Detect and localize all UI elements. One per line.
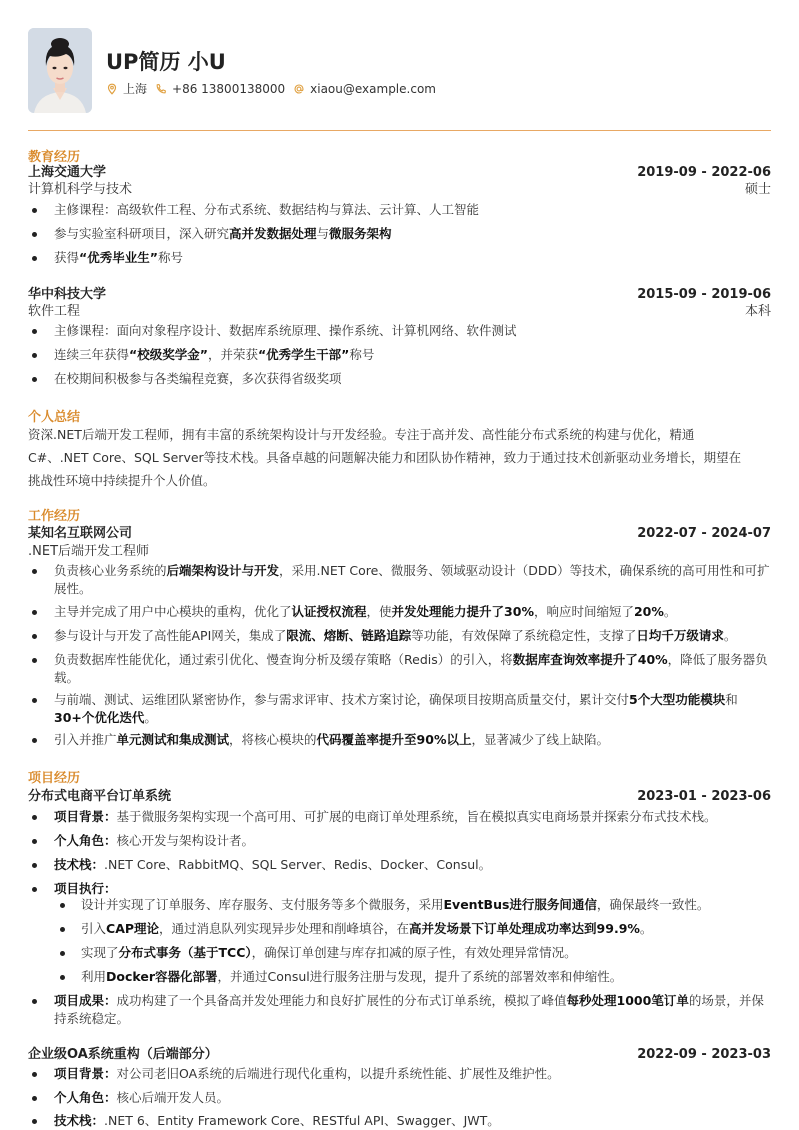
list-item: 负责数据库性能优化，通过索引优化、慢查询分析及缓存策略（Redis）的引入，将数据库查询效率提升了40%，降低了服务器负载。 (28, 651, 771, 687)
contact-info (106, 80, 444, 97)
sub-list-item: 实现了分布式事务（基于TCC），确保订单创建与库存扣减的原子性，有效处理异常情况。 (28, 944, 771, 962)
contact-phone (155, 82, 285, 96)
at-sign-icon (293, 83, 305, 95)
list-item: 主修课程：高级软件工程、分布式系统、数据结构与算法、云计算、人工智能 (28, 201, 771, 219)
list-item: 获得“优秀毕业生”称号 (28, 249, 771, 267)
section-title-work: 工作经历 (28, 509, 81, 524)
summary-text: 资深.NET后端开发工程师，拥有丰富的系统架构设计与开发经验。专注于高并发、高性能分布式系统的构建与优化，精通 C#、.NET Core、SQL Server等技术栈。具备卓越的问题解决能力和团队协作精神，致力于通过技术创新驱动业务增长，期望在 挑战性环境中持续提升个人价值。 (28, 427, 742, 488)
list-item: 项目背景：对公司老旧OA系统的后端进行现代化重构，以提升系统性能、扩展性及维护性。 (28, 1065, 771, 1083)
list-item: 主导并完成了用户中心模块的重构，优化了认证授权流程，使并发处理能力提升了30%，响应时间缩短了20%。 (28, 603, 771, 621)
list-item: 个人角色：核心开发与架构设计者。 (28, 832, 771, 850)
project-title-row (28, 1043, 771, 1062)
education-major-row (28, 178, 771, 197)
education-dates: 2015-09 - 2019-06 (637, 287, 771, 302)
profile-photo (28, 28, 92, 113)
project-name: 企业级OA系统重构（后端部分） (28, 1047, 218, 1062)
school-name: 上海交通大学 (28, 165, 107, 180)
avatar-portrait-icon (28, 28, 92, 113)
list-item: 与前端、测试、运维团队紧密协作，参与需求评审、技术方案讨论，确保项目按期高质量交付，累计交付5个大型功能模块和30+个优化迭代。 (28, 691, 771, 727)
project-name: 分布式电商平台订单系统 (28, 789, 172, 804)
education-major-row (28, 300, 771, 319)
company-name: 某知名互联网公司 (28, 526, 133, 541)
job-title: .NET后端开发工程师 (28, 544, 150, 559)
project-title-row (28, 785, 771, 804)
list-item: 引入并推广单元测试和集成测试，将核心模块的代码覆盖率提升至90%以上，显著减少了线上缺陷。 (28, 731, 771, 749)
work-company-row (28, 522, 771, 541)
list-item: 项目执行： (28, 880, 771, 898)
list-item: 技术栈：.NET Core、RabbitMQ、SQL Server、Redis、Docker、Consul。 (28, 856, 771, 874)
list-item: 连续三年获得“校级奖学金”，并荣获“优秀学生干部”称号 (28, 346, 771, 364)
list-item: 个人角色：核心后端开发人员。 (28, 1089, 771, 1107)
list-item: 负责核心业务系统的后端架构设计与开发，采用.NET Core、微服务、领域驱动设计（DDD）等技术，确保系统的高可用性和可扩展性。 (28, 562, 771, 598)
list-item: 参与实验室科研项目，深入研究高并发数据处理与微服务架构 (28, 225, 771, 243)
education-dates: 2019-09 - 2022-06 (637, 165, 771, 180)
list-item: 技术栈：.NET 6、Entity Framework Core、RESTful API、Swagger、JWT。 (28, 1112, 771, 1130)
list-item: 在校期间积极参与各类编程竞赛，多次获得省级奖项 (28, 370, 771, 388)
phone-icon (155, 83, 167, 95)
email-text[interactable]: xiaou@example.com (310, 81, 436, 96)
resume-header (28, 28, 771, 114)
list-item: 项目成果：成功构建了一个具备高并发处理能力和良好扩展性的分布式订单系统，模拟了峰值每秒处理1000笔订单的场景，并保持系统稳定。 (28, 992, 771, 1028)
section-title-summary: 个人总结 (28, 410, 81, 425)
map-pin-icon (106, 83, 118, 95)
school-name: 华中科技大学 (28, 287, 107, 302)
list-item: 主修课程：面向对象程序设计、数据库系统原理、操作系统、计算机网络、软件测试 (28, 322, 771, 340)
degree: 硕士 (744, 182, 771, 197)
contact-location (106, 80, 147, 97)
list-item: 项目背景：基于微服务架构实现一个高可用、可扩展的电商订单处理系统，旨在模拟真实电商场景并探索分布式技术栈。 (28, 808, 771, 826)
major: 计算机科学与技术 (28, 182, 133, 197)
sub-list-item: 利用Docker容器化部署，并通过Consul进行服务注册与发现，提升了系统的部署效率和伸缩性。 (28, 968, 771, 986)
work-role-row (28, 540, 771, 559)
header-divider (28, 130, 771, 131)
sub-list-item: 设计并实现了订单服务、库存服务、支付服务等多个微服务，采用EventBus进行服务间通信，确保最终一致性。 (28, 896, 771, 914)
project-dates: 2022-09 - 2023-03 (637, 1047, 771, 1062)
phone-text[interactable]: +86 13800138000 (172, 81, 286, 96)
section-title-education: 教育经历 (28, 150, 81, 165)
contact-email (293, 82, 436, 96)
candidate-name: UP简历 小U (106, 50, 226, 74)
section-title-projects: 项目经历 (28, 771, 81, 786)
degree: 本科 (744, 304, 771, 319)
major: 软件工程 (28, 304, 81, 319)
sub-list-item: 引入CAP理论，通过消息队列实现异步处理和削峰填谷，在高并发场景下订单处理成功率达到99.9%。 (28, 920, 771, 938)
location-text: 上海 (123, 82, 148, 96)
work-dates: 2022-07 - 2024-07 (637, 526, 771, 541)
list-item: 参与设计与开发了高性能API网关，集成了限流、熔断、链路追踪等功能，有效保障了系统稳定性，支撑了日均千万级请求。 (28, 627, 771, 645)
project-dates: 2023-01 - 2023-06 (637, 789, 771, 804)
